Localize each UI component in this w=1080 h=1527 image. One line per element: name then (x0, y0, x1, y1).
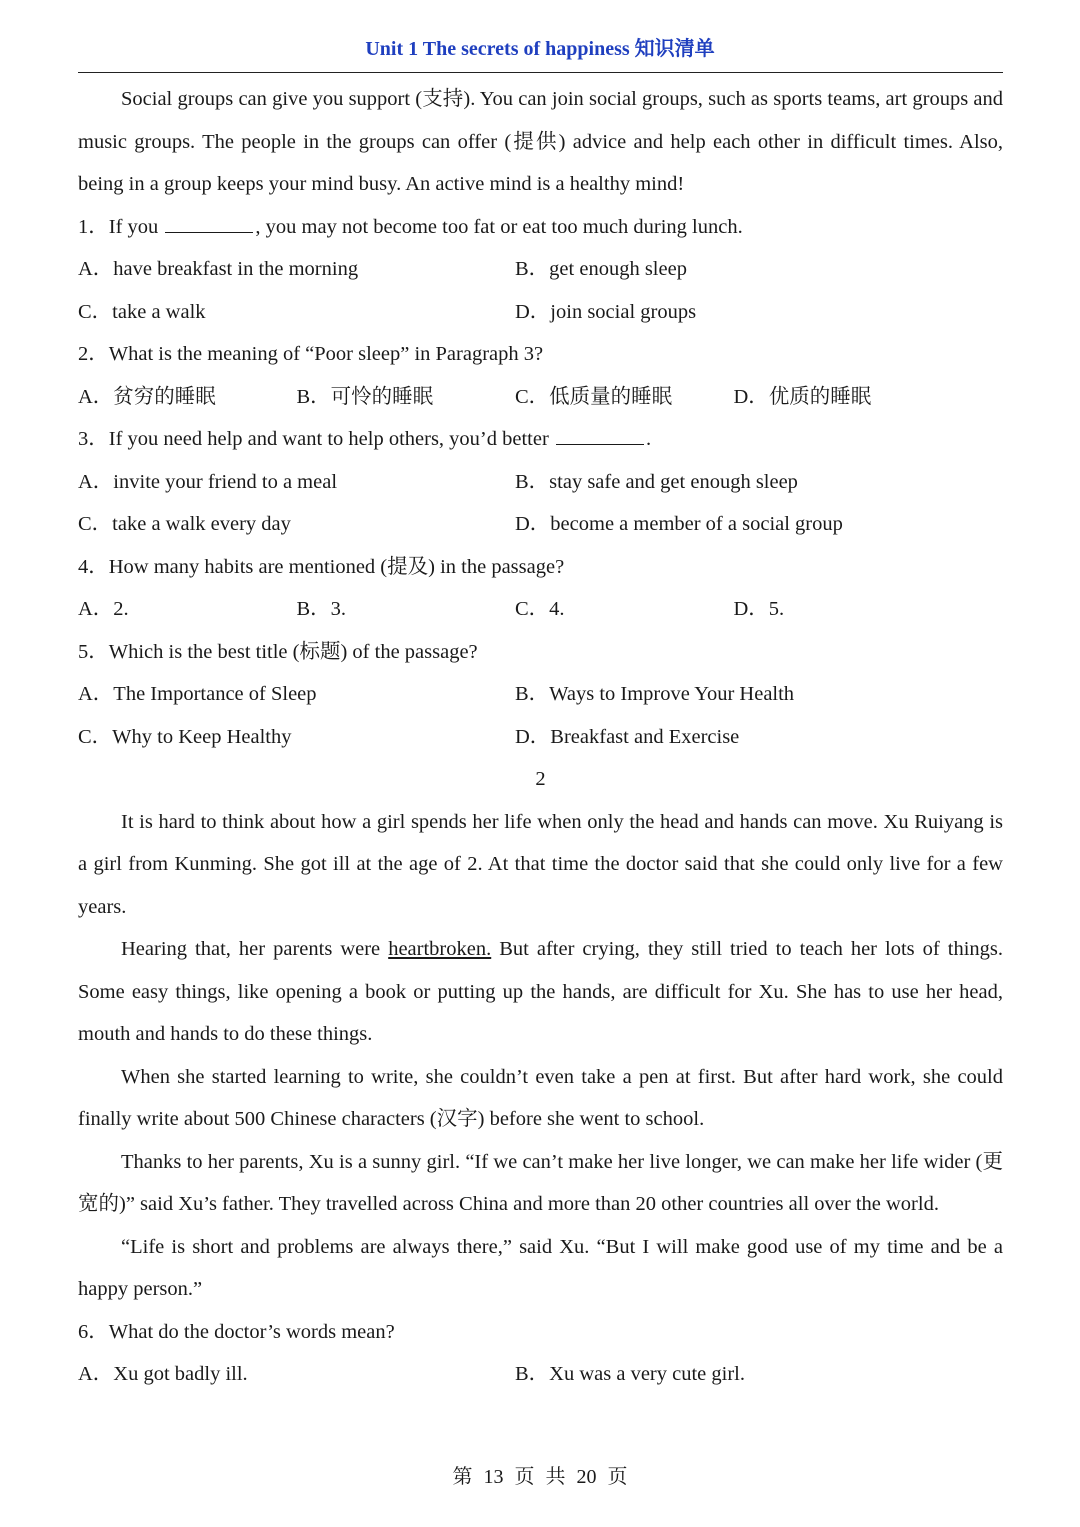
option-c[interactable]: C．take a walk every day (78, 513, 291, 535)
passage2-paragraph-5: “Life is short and problems are always there,” said Xu. “But I will make good use of my time and be a happy person.” (78, 1235, 1003, 1300)
option-c[interactable]: C．低质量的睡眠 (515, 385, 673, 408)
option-d[interactable]: D．join social groups (515, 300, 697, 323)
answer-blank (556, 424, 644, 445)
option-b[interactable]: B．Xu was a very cute girl. (515, 1363, 745, 1385)
option-b[interactable]: B．Ways to Improve Your Health (515, 683, 795, 705)
question-3-stem: 3．If you need help and want to help others, you’d better . (78, 418, 1003, 461)
passage2-paragraph-1: It is hard to think about how a girl spends her life when only the head and hands can move. Xu Ruiyang is a girl from Kunming. She got ill at the age of 2. At that time the doctor said that she could only live for a few years. (78, 810, 1003, 918)
page-footer: 第 13 页 共 20 页 (452, 1466, 628, 1488)
header-divider (78, 72, 1003, 73)
question-3-options-row2 (78, 503, 1003, 546)
question-1-options-row1 (78, 248, 1003, 291)
option-b[interactable]: B．stay safe and get enough sleep (515, 470, 798, 493)
question-6-stem: 6．What do the doctor’s words mean? (78, 1320, 395, 1343)
option-b[interactable]: B．get enough sleep (515, 258, 687, 280)
option-d[interactable]: D．become a member of a social group (515, 513, 843, 535)
question-5-options-row1 (78, 673, 1003, 716)
question-6-options-row1 (78, 1353, 1003, 1396)
passage2-paragraph-3: When she started learning to write, she couldn’t even take a pen at first. But after hard work, she could finally write about 500 Chinese characters (汉字) before she went to school. (78, 1065, 1003, 1130)
option-d[interactable]: D．优质的睡眠 (733, 385, 872, 408)
question-4-options (78, 588, 1003, 631)
page-header-title: Unit 1 The secrets of happiness 知识清单 (365, 38, 715, 60)
document-body (78, 78, 1003, 1396)
passage1-paragraph: Social groups can give you support (支持). You can join social groups, such as sports teams, art groups and music groups. The people in the groups can offer (提供) advice and help each other in difficult times. Also, being in a group keeps your mind busy. An active mind is a healthy mind! (78, 88, 1003, 195)
question-3-options-row1 (78, 461, 1003, 504)
option-c[interactable]: C．4. (515, 598, 565, 620)
option-a[interactable]: A．贫穷的睡眠 (78, 385, 216, 408)
question-1-stem: 1．If you , you may not become too fat or eat too much during lunch. (78, 206, 1003, 249)
passage2-paragraph-2: Hearing that, her parents were heartbroken. But after crying, they still tried to teach her lots of things. Some easy things, like opening a book or putting up the hands, are difficult for Xu. She has to use her head, mouth and hands to do these things. (78, 938, 1004, 1045)
option-c[interactable]: C．Why to Keep Healthy (78, 725, 292, 748)
option-a[interactable]: A．have breakfast in the morning (78, 258, 359, 280)
passage-number: 2 (535, 768, 546, 790)
underlined-word: heartbroken. (388, 938, 492, 960)
option-a[interactable]: A．2. (78, 598, 129, 620)
option-b[interactable]: B．3. (296, 598, 347, 620)
option-a[interactable]: A．invite your friend to a meal (78, 470, 338, 493)
option-c[interactable]: C．take a walk (78, 300, 206, 323)
question-2-options (78, 376, 1003, 419)
question-5-options-row2 (78, 716, 1003, 759)
option-d[interactable]: D．5. (733, 598, 785, 620)
option-a[interactable]: A．Xu got badly ill. (78, 1363, 248, 1385)
question-2-stem: 2．What is the meaning of “Poor sleep” in Paragraph 3? (78, 343, 544, 365)
option-b[interactable]: B．可怜的睡眠 (296, 385, 434, 408)
question-1-options-row2 (78, 291, 1003, 334)
question-5-stem: 5．Which is the best title (标题) of the passage? (78, 640, 478, 663)
question-4-stem: 4．How many habits are mentioned (提及) in the passage? (78, 555, 565, 578)
answer-blank (165, 212, 253, 233)
option-a[interactable]: A．The Importance of Sleep (78, 683, 317, 705)
option-d[interactable]: D．Breakfast and Exercise (515, 725, 740, 748)
passage2-paragraph-4: Thanks to her parents, Xu is a sunny girl. “If we can’t make her live longer, we can make her life wider (更宽的)” said Xu’s father. They travelled across China and more than 20 other countries all over the world. (78, 1150, 1003, 1215)
